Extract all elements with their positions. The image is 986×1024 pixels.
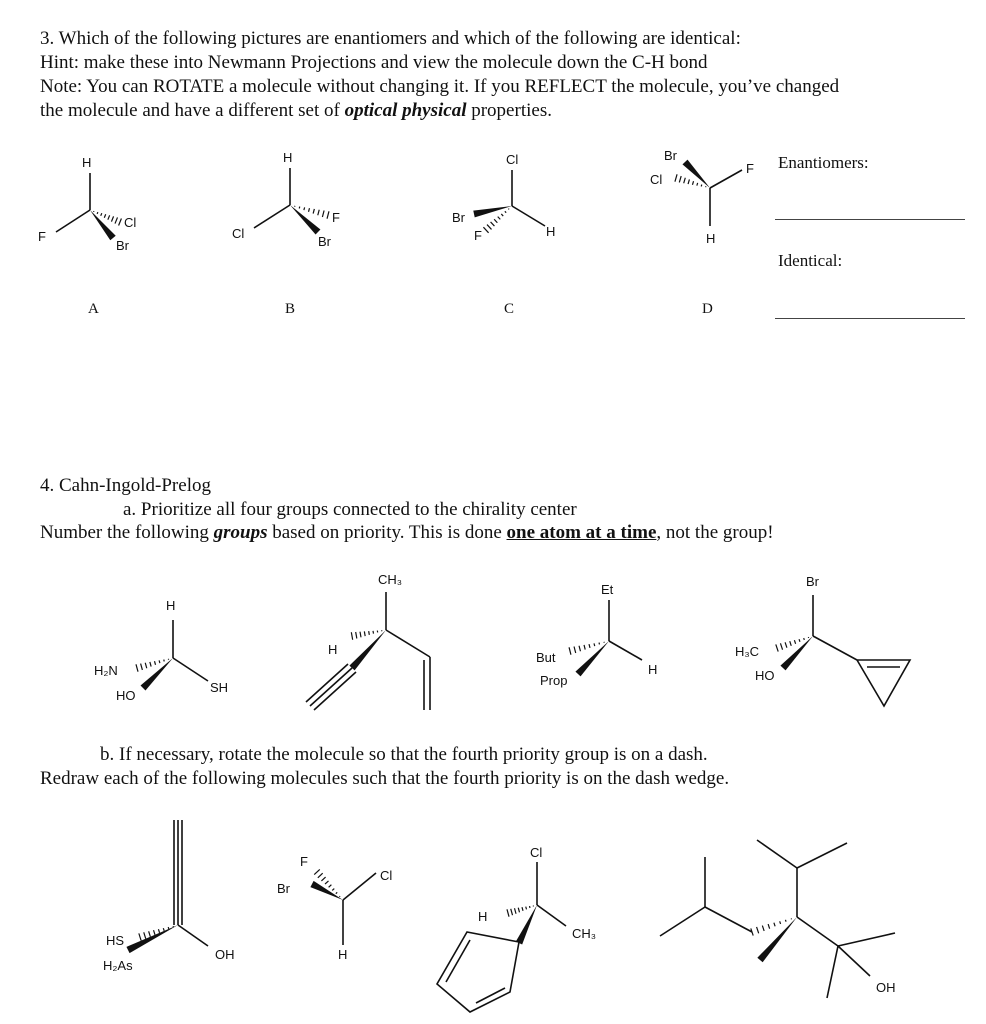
hash-bond — [804, 638, 805, 640]
wedge-bond — [575, 641, 609, 676]
hash-bond — [574, 647, 576, 653]
hash-bond — [776, 644, 778, 651]
t3: based on priority. This is done — [267, 522, 507, 543]
hash-bond — [688, 179, 689, 184]
hash-bond — [97, 212, 98, 214]
single-bond — [512, 206, 545, 226]
hash-bond — [356, 632, 357, 639]
hash-bond — [518, 908, 519, 913]
atom-label: H — [546, 224, 556, 239]
hash-bond — [144, 932, 146, 938]
wedge-bond — [757, 917, 797, 962]
hash-bond — [139, 933, 141, 940]
hash-bond — [483, 227, 488, 233]
atom-label: Cl — [380, 868, 393, 883]
single-bond — [178, 925, 208, 946]
hash-bond — [584, 645, 585, 650]
atom-label: H — [166, 598, 176, 613]
identical-label: Identical: — [778, 251, 843, 270]
single-bond — [386, 630, 430, 657]
hash-bond — [790, 641, 792, 646]
atom-label: Et — [601, 582, 614, 597]
hash-bond — [369, 631, 370, 635]
q4-part-a: a. Prioritize all four groups connected to the chirality center — [123, 499, 577, 520]
atom-label: CH₃ — [378, 572, 403, 587]
wedge-bond — [349, 630, 386, 670]
hash-bond — [522, 907, 523, 911]
hash-bond — [594, 643, 595, 646]
hash-bond — [136, 664, 138, 671]
hash-bond — [799, 639, 800, 642]
atom-label: SH — [210, 680, 229, 695]
hash-bond — [774, 923, 775, 927]
single-bond — [306, 664, 348, 702]
q4-instruction-b: Redraw each of the following molecules such that the fourth priority is on the dash wedge. — [40, 768, 730, 789]
single-bond — [797, 843, 847, 868]
hash-bond — [569, 647, 571, 654]
hash-bond — [757, 927, 759, 933]
single-bond — [310, 668, 352, 706]
hash-bond — [494, 219, 497, 222]
enantiomers-label: Enantiomers: — [778, 153, 869, 172]
note-text-end: properties. — [466, 100, 552, 121]
hash-bond — [322, 211, 324, 217]
single-bond — [827, 946, 838, 998]
hash-bond — [327, 211, 329, 218]
molecule-letter: D — [702, 301, 713, 317]
hash-bond — [141, 664, 143, 670]
single-bond — [609, 641, 642, 660]
atom-label: F — [332, 210, 340, 225]
molecule-letter: C — [504, 301, 515, 317]
hash-bond — [529, 906, 530, 908]
t5: , not the group! — [656, 522, 774, 543]
wedge-bond — [473, 206, 512, 217]
hash-bond — [364, 631, 365, 636]
hash-bond — [508, 209, 509, 210]
hash-bond — [159, 660, 160, 663]
hash-bond — [325, 881, 328, 884]
t2: groups — [213, 522, 268, 543]
hash-bond — [101, 213, 102, 216]
atom-label: Prop — [540, 673, 568, 688]
atom-label: F — [746, 161, 754, 176]
hash-bond — [794, 640, 795, 644]
atom-label: H — [283, 150, 293, 165]
atom-label: F — [300, 854, 308, 869]
hash-bond — [579, 646, 580, 652]
hash-bond — [684, 178, 686, 183]
hash-bond — [150, 662, 151, 667]
hash-bond — [104, 214, 105, 218]
hash-bond — [768, 924, 770, 929]
hash-bond — [154, 930, 155, 935]
atom-label: But — [536, 650, 556, 665]
hash-bond — [313, 209, 314, 214]
atom-label: H — [338, 947, 348, 962]
atom-label: H — [648, 662, 658, 677]
atom-label: F — [474, 228, 482, 243]
q3-question: 3. Which of the following pictures are enantiomers and which of the following are identical: — [40, 28, 741, 49]
t4: one atom at a time — [506, 522, 657, 543]
atom-label: Br — [806, 574, 819, 589]
wedge-bond — [290, 205, 320, 235]
emphasis-text: optical physical — [344, 100, 467, 121]
atom-label: Cl — [506, 152, 519, 167]
single-bond — [314, 672, 356, 710]
atom-label: Cl — [232, 226, 245, 241]
wedge-bond — [682, 160, 710, 188]
hash-bond — [692, 181, 693, 185]
hash-bond — [785, 920, 786, 922]
hash-bond — [115, 217, 117, 223]
atom-label: HO — [116, 688, 136, 703]
single-bond — [705, 907, 752, 932]
hash-bond — [675, 174, 677, 181]
hash-bond — [314, 869, 320, 874]
wedge-bond — [310, 881, 343, 900]
wedge-bond — [126, 925, 178, 953]
atom-label: F — [38, 229, 46, 244]
single-bond — [838, 946, 870, 976]
hash-bond — [511, 909, 513, 915]
atom-label: Br — [664, 148, 677, 163]
note-text: the molecule and have a different set of — [40, 100, 345, 121]
atom-label: CH₃ — [572, 926, 597, 941]
atom-label: OH — [876, 980, 896, 995]
hash-bond — [780, 643, 782, 649]
q4-title: 4. Cahn-Ingold-Prelog — [40, 475, 211, 496]
ring-bond — [437, 932, 519, 1012]
wedge-bond — [90, 210, 116, 240]
hash-bond — [108, 215, 110, 219]
atom-label: HO — [755, 668, 775, 683]
single-bond — [476, 988, 505, 1003]
atom-label: H₂N — [94, 663, 118, 678]
hash-bond — [780, 921, 781, 924]
single-bond — [537, 905, 566, 926]
atom-label: Br — [277, 881, 290, 896]
hash-bond — [119, 218, 122, 225]
atom-label: Cl — [124, 215, 137, 230]
single-bond — [813, 636, 857, 660]
molecule-letter: A — [88, 301, 99, 317]
hash-bond — [318, 210, 319, 216]
hash-bond — [318, 873, 323, 878]
hash-bond — [149, 931, 151, 936]
hash-bond — [158, 929, 159, 933]
hash-bond — [701, 185, 702, 187]
atom-label: H — [82, 155, 92, 170]
hash-bond — [491, 222, 495, 226]
hash-bond — [332, 889, 334, 891]
q3-hint: Hint: make these into Newmann Projections and view the molecule down the C-H bond — [40, 52, 708, 73]
molecule-letter: B — [285, 301, 296, 317]
single-bond — [838, 933, 895, 946]
hash-bond — [329, 885, 332, 888]
atom-label: OH — [215, 947, 235, 962]
hash-bond — [321, 877, 325, 881]
hash-bond — [697, 183, 698, 186]
hash-bond — [785, 642, 787, 647]
wedge-bond — [780, 636, 813, 670]
atom-label: HS — [106, 933, 125, 948]
hash-bond — [507, 909, 509, 916]
hash-bond — [351, 632, 352, 639]
atom-label: Cl — [650, 172, 663, 187]
hash-bond — [304, 207, 305, 210]
hash-bond — [487, 225, 492, 230]
hash-bond — [336, 892, 337, 893]
hash-bond — [360, 632, 361, 638]
hash-bond — [526, 907, 527, 910]
hash-bond — [501, 214, 503, 216]
atom-label: H — [328, 642, 338, 657]
hash-bond — [505, 211, 506, 212]
hash-bond — [498, 217, 501, 220]
atom-label: Br — [452, 210, 465, 225]
atom-label: H — [478, 909, 488, 924]
single-bond — [173, 658, 208, 681]
hash-bond — [309, 208, 310, 212]
hash-bond — [514, 908, 516, 913]
q3-note: Note: You can ROTATE a molecule without changing it. If you REFLECT the molecule, you’ve changed — [40, 76, 840, 97]
single-bond — [660, 907, 705, 936]
atom-label: H — [706, 231, 716, 246]
hash-bond — [163, 928, 164, 931]
hash-bond — [168, 927, 169, 929]
bonds — [56, 160, 910, 1012]
hash-bond — [154, 661, 155, 665]
hash-bond — [339, 896, 340, 897]
q4-part-b: b. If necessary, rotate the molecule so that the fourth priority group is on a dash. — [100, 744, 708, 765]
single-bond — [797, 917, 838, 946]
hash-bond — [164, 660, 165, 662]
hash-bond — [679, 176, 681, 182]
single-bond — [56, 210, 90, 232]
single-bond — [710, 170, 742, 188]
single-bond — [343, 873, 376, 900]
single-bond — [254, 205, 290, 228]
hash-bond — [145, 663, 147, 668]
hash-bond — [111, 216, 113, 221]
single-bond — [757, 840, 797, 868]
atom-label: H₃C — [735, 644, 760, 659]
hash-bond — [589, 644, 590, 648]
t1: Number the following — [40, 522, 214, 543]
atom-label: Br — [116, 238, 129, 253]
atom-label: Cl — [530, 845, 543, 860]
atom-label: H₂As — [103, 958, 133, 973]
atom-label: Br — [318, 234, 331, 249]
hash-bond — [762, 926, 764, 931]
